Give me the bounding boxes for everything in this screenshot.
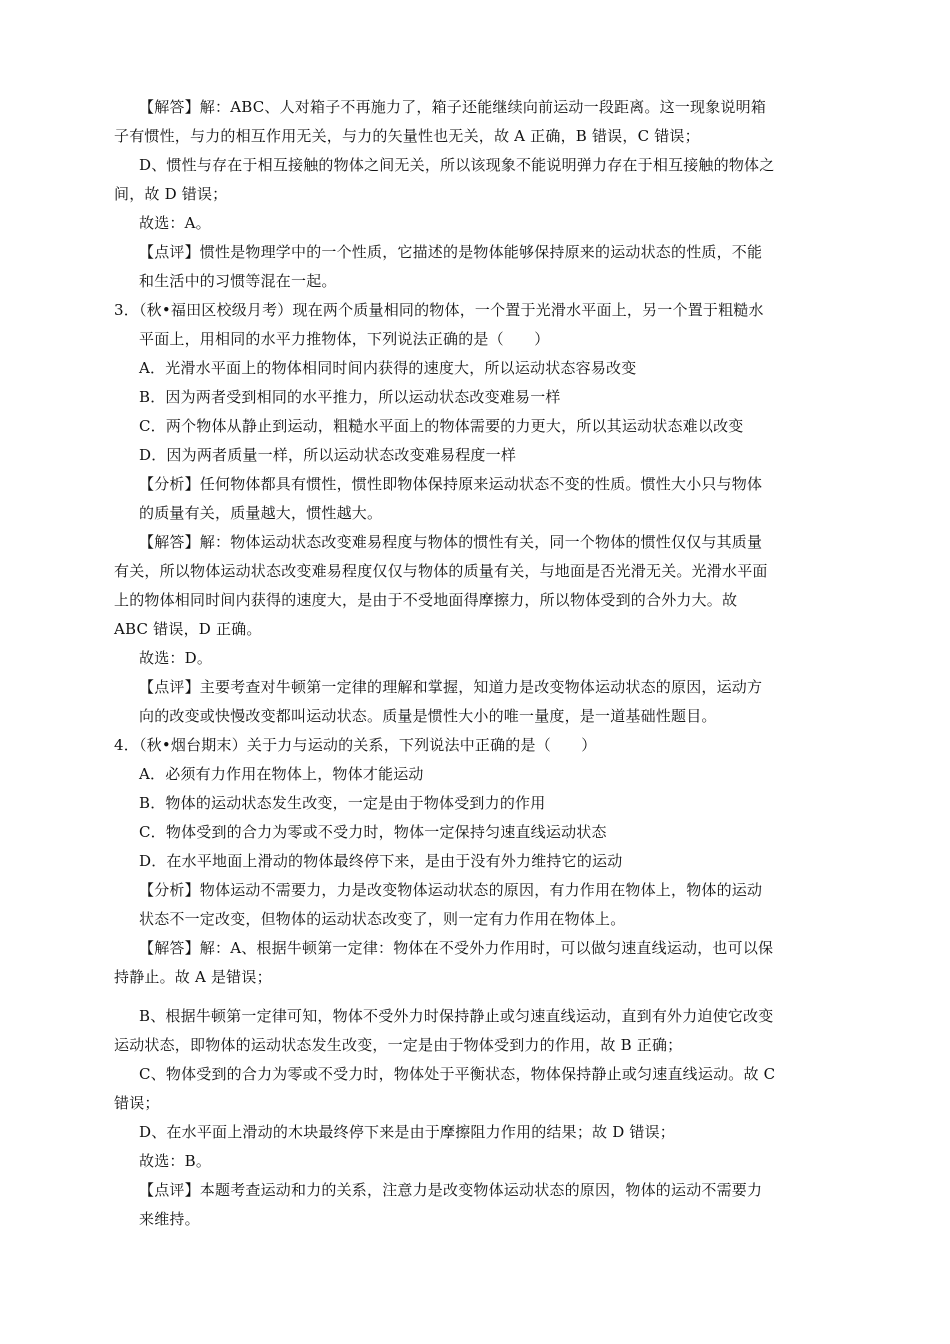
text-line: 故选：A。 xyxy=(139,214,211,232)
option-c: C．物体受到的合力为零或不受力时，物体一定保持匀速直线运动状态 xyxy=(139,823,607,841)
text-line: 运动状态，即物体的运动状态发生改变，一定是由于物体受到力的作用，故 B 正确； xyxy=(114,1036,683,1054)
text-line: 和生活中的习惯等混在一起。 xyxy=(139,272,337,290)
text-line: 持静止。故 A 是错误； xyxy=(114,968,272,986)
text-line: 【点评】本题考查运动和力的关系，注意力是改变物体运动状态的原因，物体的运动不需要力 xyxy=(139,1181,763,1199)
text-line: 【解答】解：物体运动状态改变难易程度与物体的惯性有关，同一个物体的惯性仅仅与其质量 xyxy=(139,533,763,551)
text-line: C、物体受到的合力为零或不受力时，物体处于平衡状态，物体保持静止或匀速直线运动。故 C xyxy=(139,1065,776,1083)
text-line: B、根据牛顿第一定律可知，物体不受外力时保持静止或匀速直线运动，直到有外力迫使它改变 xyxy=(139,1007,774,1025)
option-b: B．物体的运动状态发生改变，一定是由于物体受到力的作用 xyxy=(139,794,546,812)
text-line: 【分析】任何物体都具有惯性，惯性即物体保持原来运动状态不变的性质。惯性大小只与物体 xyxy=(139,475,763,493)
text-line: 有关，所以物体运动状态改变难易程度仅仅与物体的质量有关，与地面是否光滑无关。光滑水平面 xyxy=(114,562,768,580)
text-line: 错误； xyxy=(114,1094,160,1112)
text-line: 向的改变或快慢改变都叫运动状态。质量是惯性大小的唯一量度，是一道基础性题目。 xyxy=(139,707,717,725)
text-line: 【解答】解：ABC、人对箱子不再施力了，箱子还能继续向前运动一段距离。这一现象说明箱 xyxy=(139,98,767,116)
text-line: 平面上，用相同的水平力推物体，下列说法正确的是（ ） xyxy=(139,330,550,348)
text-line: D、惯性与存在于相互接触的物体之间无关，所以该现象不能说明弹力存在于相互接触的物体之 xyxy=(139,156,775,174)
option-d: D．因为两者质量一样，所以运动状态改变难易程度一样 xyxy=(139,446,517,464)
text-line: 间，故 D 错误； xyxy=(114,185,228,203)
option-b: B．因为两者受到相同的水平推力，所以运动状态改变难易一样 xyxy=(139,388,561,406)
question-3: 3．（秋•福田区校级月考）现在两个质量相同的物体，一个置于光滑水平面上，另一个置于粗糙水 xyxy=(114,301,764,319)
text-line: D、在水平面上滑动的木块最终停下来是由于摩擦阻力作用的结果；故 D 错误； xyxy=(139,1123,675,1141)
option-d: D．在水平地面上滑动的物体最终停下来，是由于没有外力维持它的运动 xyxy=(139,852,623,870)
text-line: 【解答】解：A、根据牛顿第一定律：物体在不受外力作用时，可以做匀速直线运动，也可以保 xyxy=(139,939,774,957)
text-line: 上的物体相同时间内获得的速度大，是由于不受地面得摩擦力，所以物体受到的合外力大。故 xyxy=(114,591,738,609)
text-line: 【分析】物体运动不需要力，力是改变物体运动状态的原因，有力作用在物体上，物体的运动 xyxy=(139,881,763,899)
text-line: ABC 错误，D 正确。 xyxy=(114,620,262,638)
option-c: C．两个物体从静止到运动，粗糙水平面上的物体需要的力更大，所以其运动状态难以改变 xyxy=(139,417,744,435)
text-line: 故选：D。 xyxy=(139,649,213,667)
text-line: 【点评】惯性是物理学中的一个性质，它描述的是物体能够保持原来的运动状态的性质，不能 xyxy=(139,243,763,261)
text-line: 【点评】主要考查对牛顿第一定律的理解和掌握，知道力是改变物体运动状态的原因，运动方 xyxy=(139,678,763,696)
option-a: A．光滑水平面上的物体相同时间内获得的速度大，所以运动状态容易改变 xyxy=(139,359,637,377)
text-line: 的质量有关，质量越大，惯性越大。 xyxy=(139,504,383,522)
option-a: A．必须有力作用在物体上，物体才能运动 xyxy=(139,765,424,783)
text-line: 来维持。 xyxy=(139,1210,200,1228)
question-4: 4．（秋•烟台期末）关于力与运动的关系，下列说法中正确的是（ ） xyxy=(114,736,597,754)
text-line: 状态不一定改变，但物体的运动状态改变了，则一定有力作用在物体上。 xyxy=(139,910,626,928)
text-line: 故选：B。 xyxy=(139,1152,212,1170)
text-line: 子有惯性，与力的相互作用无关，与力的矢量性也无关，故 A 正确，B 错误，C 错误； xyxy=(114,127,700,145)
